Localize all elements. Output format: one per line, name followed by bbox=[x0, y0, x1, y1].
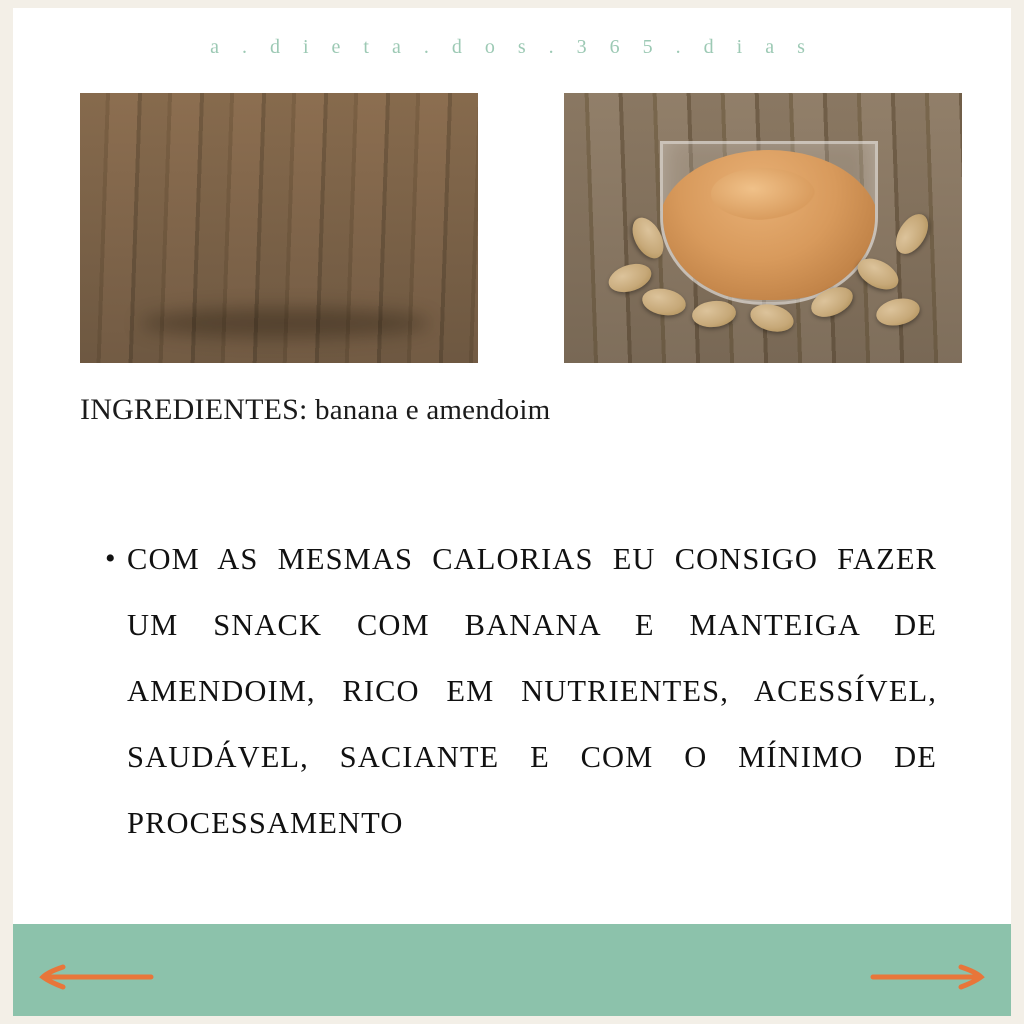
ingredients-label: INGREDIENTES: bbox=[80, 393, 308, 426]
peanut-icon bbox=[874, 295, 922, 330]
peanut-icon bbox=[640, 285, 688, 318]
peanut-icon bbox=[889, 208, 934, 259]
footer-bar bbox=[13, 924, 1011, 1016]
peanut-butter-swirl bbox=[711, 168, 815, 220]
arrow-right-icon bbox=[867, 964, 985, 990]
previous-slide-arrow[interactable] bbox=[39, 964, 157, 990]
peanut-icon bbox=[748, 300, 797, 336]
bullet-text: COM AS MESMAS CALORIAS EU CONSIGO FAZER UM SNACK COM BANANA E MANTEIGA DE AMENDOIM, RICO EM NUTRIENTES, ACESSÍVEL, SAUDÁVEL, SACIANTE E COM O MÍNIMO DE PROCESSAMENTO bbox=[127, 542, 937, 840]
ingredients-line bbox=[80, 393, 550, 427]
account-handle: a . d i e t a . d o s . 3 6 5 . d i a s bbox=[210, 36, 814, 58]
peanut-butter-bowl bbox=[660, 141, 878, 305]
peanut-butter-photo bbox=[564, 93, 962, 363]
next-slide-arrow[interactable] bbox=[867, 964, 985, 990]
bullet-list bbox=[105, 526, 937, 856]
bananas-photo bbox=[80, 93, 478, 363]
peanut-butter-mass bbox=[660, 150, 878, 300]
banana-shadow bbox=[140, 308, 430, 338]
bullet-marker: • bbox=[105, 542, 116, 575]
arrow-left-icon bbox=[39, 964, 157, 990]
peanut-icon bbox=[691, 299, 737, 329]
photo-row bbox=[80, 93, 962, 363]
ingredients-value: banana e amendoim bbox=[307, 394, 551, 426]
